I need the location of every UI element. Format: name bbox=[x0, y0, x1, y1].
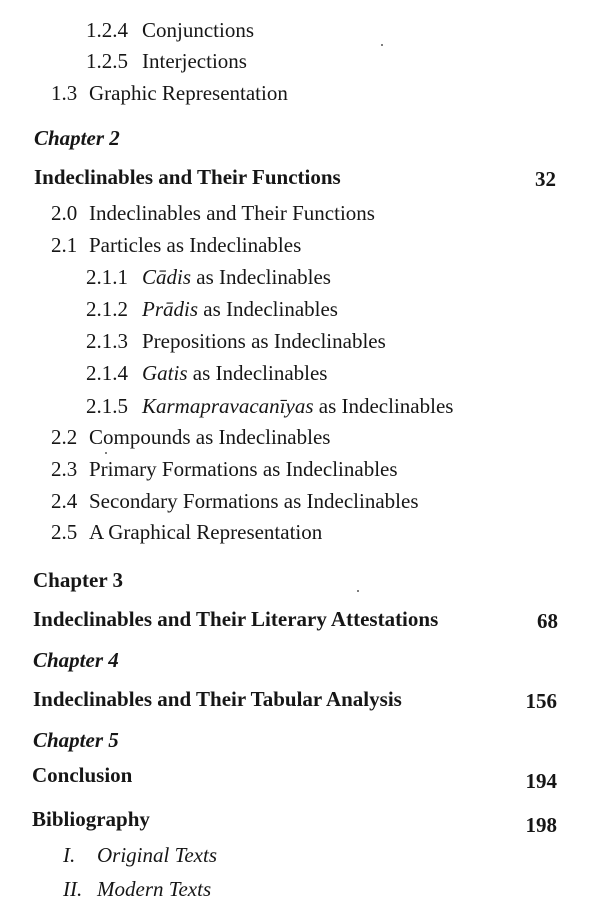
toc-entry-2-1-3 bbox=[86, 328, 386, 354]
chapter-3-page-number: 68 bbox=[537, 609, 558, 633]
entry-term: Karmapravacanīyas bbox=[142, 394, 314, 418]
entry-title: as Indeclinables bbox=[191, 265, 331, 289]
toc-entry-2-1-2 bbox=[86, 296, 338, 322]
entry-title: A Graphical Representation bbox=[89, 520, 323, 544]
chapter-2-page-number: 32 bbox=[535, 167, 556, 191]
entry-number: 2.0 bbox=[51, 201, 78, 225]
entry-term: Cādis bbox=[142, 265, 192, 289]
entry-term: Prādis bbox=[142, 297, 199, 321]
toc-entry-1-3 bbox=[51, 80, 288, 106]
toc-entry-2-5 bbox=[51, 519, 322, 545]
item-number: II. bbox=[63, 877, 83, 901]
entry-title: Interjections bbox=[142, 49, 247, 73]
toc-entry-2-1-1 bbox=[86, 264, 331, 290]
chapter-5-heading: Conclusion bbox=[32, 763, 133, 787]
chapter-4-heading: Indeclinables and Their Tabular Analysis bbox=[33, 687, 402, 711]
toc-entry-2-2 bbox=[51, 424, 330, 450]
entry-number: 2.1.5 bbox=[86, 394, 128, 418]
chapter-4-label: Chapter 4 bbox=[33, 648, 119, 672]
item-title: Original Texts bbox=[97, 843, 217, 867]
scan-speck bbox=[357, 590, 359, 592]
entry-title: Prepositions as Indeclinables bbox=[142, 329, 386, 353]
chapter-4-page-number: 156 bbox=[525, 689, 557, 713]
entry-title: as Indeclinables bbox=[187, 361, 328, 385]
entry-title: Compounds as Indeclinables bbox=[89, 425, 331, 449]
entry-number: 2.1.1 bbox=[86, 265, 128, 289]
bibliography-heading: Bibliography bbox=[32, 807, 150, 831]
entry-number: 2.1.3 bbox=[86, 329, 128, 353]
entry-number: 2.1.4 bbox=[86, 361, 128, 385]
entry-number: 2.5 bbox=[51, 520, 78, 544]
toc-entry-2-1 bbox=[51, 232, 301, 258]
entry-title: Conjunctions bbox=[142, 18, 255, 42]
item-number: I. bbox=[63, 843, 76, 867]
item-title: Modern Texts bbox=[97, 877, 212, 901]
entry-number: 2.1 bbox=[51, 233, 78, 257]
bibliography-item-modern-texts bbox=[63, 876, 211, 902]
toc-entry-1-2-5 bbox=[86, 48, 247, 74]
scan-speck bbox=[105, 452, 107, 454]
bibliography-item-original-texts bbox=[63, 842, 217, 868]
entry-title: Indeclinables and Their Functions bbox=[89, 201, 375, 225]
chapter-2-label: Chapter 2 bbox=[34, 126, 120, 150]
entry-number: 2.3 bbox=[51, 457, 78, 481]
toc-entry-2-4 bbox=[51, 488, 419, 514]
chapter-2-heading: Indeclinables and Their Functions bbox=[34, 165, 341, 189]
entry-title: Particles as Indeclinables bbox=[89, 233, 302, 257]
entry-number: 2.1.2 bbox=[86, 297, 128, 321]
entry-number: 2.2 bbox=[51, 425, 78, 449]
chapter-3-label: Chapter 3 bbox=[33, 568, 124, 592]
chapter-3-heading: Indeclinables and Their Literary Attestations bbox=[33, 607, 439, 631]
entry-title: as Indeclinables bbox=[198, 297, 338, 321]
toc-entry-2-1-4 bbox=[86, 360, 327, 386]
scan-speck bbox=[381, 44, 383, 46]
entry-number: 1.2.5 bbox=[86, 49, 128, 73]
entry-number: 1.3 bbox=[51, 81, 78, 105]
bibliography-page-number: 198 bbox=[525, 813, 557, 837]
entry-title: Secondary Formations as Indeclinables bbox=[89, 489, 419, 513]
toc-entry-2-3 bbox=[51, 456, 398, 482]
toc-entry-1-2-4 bbox=[86, 17, 254, 43]
entry-title: Primary Formations as Indeclinables bbox=[89, 457, 398, 481]
entry-number: 2.4 bbox=[51, 489, 78, 513]
entry-number: 1.2.4 bbox=[86, 18, 128, 42]
entry-term: Gatis bbox=[142, 361, 188, 385]
chapter-5-page-number: 194 bbox=[525, 769, 557, 793]
toc-entry-2-1-5 bbox=[86, 393, 453, 419]
entry-title: Graphic Representation bbox=[89, 81, 288, 105]
chapter-5-label: Chapter 5 bbox=[33, 728, 119, 752]
toc-entry-2-0 bbox=[51, 200, 375, 226]
entry-title: as Indeclinables bbox=[313, 394, 454, 418]
